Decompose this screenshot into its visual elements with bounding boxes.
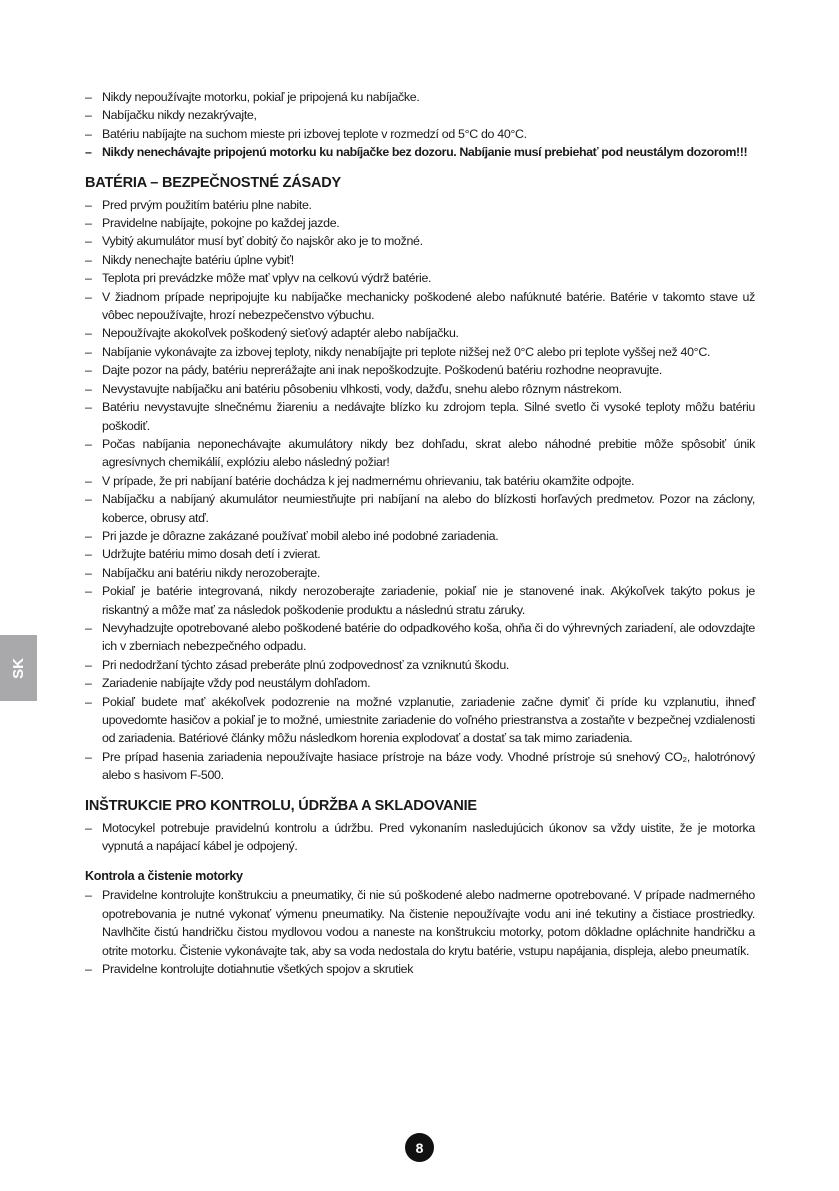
list-item — [85, 656, 755, 674]
dash-bullet: – — [85, 90, 92, 104]
list-item — [85, 380, 755, 398]
list-item-text: Pravidelne nabíjajte, pokojne po každej jazde. — [102, 216, 340, 231]
list-item — [85, 619, 755, 656]
dash-bullet: – — [85, 326, 92, 341]
list-item-text: Nabíjačku a nabíjaný akumulátor neumiestňujte pri nabíjaní na alebo do blízkosti horľavých predmetov. Pozor na záclony, koberce, obrusy atď. — [102, 492, 755, 525]
list-item-text: Pri nedodržaní týchto zásad preberáte plnú zodpovednosť za vzniknutú škodu. — [102, 657, 510, 672]
dash-bullet: – — [85, 620, 92, 635]
list-item-text: Dajte pozor na pády, batériu neprerážajte ani inak nepoškodzujte. Poškodenú batériu rozhodne neopravujte. — [102, 363, 662, 378]
list-item-text: Nepoužívajte akokoľvek poškodený sieťový adaptér alebo nabíjačku. — [102, 326, 459, 341]
cleaning-subheading: Kontrola a čistenie motorky — [85, 869, 243, 884]
list-item — [85, 361, 755, 379]
dash-bullet: – — [85, 400, 92, 415]
list-item — [85, 232, 755, 250]
dash-bullet: – — [85, 436, 92, 451]
list-item — [85, 472, 755, 490]
dash-bullet: – — [85, 234, 92, 249]
list-item-text: Pre prípad hasenia zariadenia nepoužívajte hasiace prístroje na báze vody. Vhodné prístroje sú snehový CO₂, halotrónový alebo s hasivom F-500. — [102, 749, 755, 783]
list-item-text: Nevyhadzujte opotrebované alebo poškodené batérie do odpadkového koša, ohňa či do výhrevných zariadení, ale odovzdajte ich v zberniach nebezpečného odpadu. — [102, 620, 755, 654]
list-item — [85, 269, 755, 287]
page-number: 8 — [405, 1133, 434, 1162]
dash-bullet: – — [85, 145, 92, 160]
dash-bullet: – — [85, 197, 92, 212]
list-item-text: Pri jazde je dôrazne zakázané používať mobil alebo iné podobné zariadenia. — [102, 528, 499, 543]
dash-bullet: – — [85, 381, 92, 396]
list-item-text: Nikdy nenechajte batériu úplne vybiť! — [102, 252, 294, 267]
list-item-text: Udržujte batériu mimo dosah detí i zvierat. — [102, 547, 321, 562]
list-item — [85, 324, 755, 342]
list-item-text: V prípade, že pri nabíjaní batérie dochádza k jej nadmernému ohrievaniu, tak batériu okamžite odpojte. — [102, 473, 635, 488]
dash-bullet: – — [85, 888, 92, 903]
list-item-text: Nevystavujte nabíjačku ani batériu pôsobeniu vlhkosti, vody, dažďu, snehu alebo rôznym nástrekom. — [102, 381, 622, 396]
dash-bullet: – — [85, 289, 92, 304]
dash-bullet: – — [85, 694, 92, 709]
list-item — [85, 214, 755, 232]
battery-heading: BATÉRIA – BEZPEČNOSTNÉ ZÁSADY — [85, 174, 342, 191]
dash-bullet: – — [85, 473, 92, 488]
list-item-text: Pravidelne kontrolujte konštrukciu a pneumatiky, či nie sú poškodené alebo nadmerne opotrebované. V prípade nadmerného opotrebovania je nutné vykonať výmenu pneumatiky. Na čistenie nepoužívajte vodu ani iné tekutiny a čistiace prostriedky. Navlhčite čistú handričku čistou mydlovou vodou a naneste na konštrukciu motorky, potom dôkladne opláchnite handričku a otrite motorku. Čistenie vykonávajte tak, aby sa voda nedostala do krytu batérie, vstupu napájania, displeja, alebo pneumatík. — [102, 888, 755, 958]
cleaning-list — [85, 886, 755, 978]
list-item — [85, 674, 755, 692]
dash-bullet: – — [85, 252, 92, 267]
list-item — [85, 251, 755, 269]
dash-bullet: – — [85, 962, 92, 977]
list-item — [85, 490, 755, 527]
list-item — [85, 106, 755, 124]
list-item-text: Nabíjačku ani batériu nikdy nerozoberajte. — [102, 565, 320, 580]
list-item — [85, 564, 755, 582]
list-item-text: Vybitý akumulátor musí byť dobitý čo najskôr ako je to možné. — [102, 234, 423, 249]
list-item — [85, 398, 755, 435]
list-item — [85, 582, 755, 619]
dash-bullet: – — [85, 363, 92, 378]
list-item-text: Batériu nabíjajte na suchom mieste pri izbovej teplote v rozmedzí od 5°C do 40°C. — [102, 126, 527, 141]
dash-bullet: – — [85, 584, 92, 599]
list-item-text: Pokiaľ je batérie integrovaná, nikdy nerozoberajte zariadenie, pokiaľ nie je stanovené inak. Akýkoľvek takýto pokus je riskantný a môže mať za následok poškodenie produktu a následnú stratu záruky. — [102, 584, 755, 617]
list-item — [85, 819, 755, 856]
list-item — [85, 545, 755, 563]
list-item — [85, 886, 755, 960]
list-item — [85, 88, 755, 106]
list-item-text: Pravidelne kontrolujte dotiahnutie všetkých spojov a skrutiek — [102, 962, 414, 977]
list-item-text: Pred prvým použitím batériu plne nabite. — [102, 197, 312, 212]
language-tab-label: SK — [10, 657, 27, 679]
list-item-text: Teplota pri prevádzke môže mať vplyv na celkovú výdrž batérie. — [102, 271, 432, 286]
dash-bullet: – — [85, 657, 92, 672]
list-item-text: Nikdy nenechávajte pripojenú motorku ku nabíjačke bez dozoru. Nabíjanie musí prebiehať pod neustálym dozorom!!! — [102, 145, 748, 160]
dash-bullet: – — [85, 126, 92, 141]
list-item — [85, 748, 755, 785]
list-item-text: Nikdy nepoužívajte motorku, pokiaľ je pripojená ku nabíjačke. — [102, 90, 420, 104]
dash-bullet: – — [85, 108, 92, 123]
list-item-text: Zariadenie nabíjajte vždy pod neustálym dohľadom. — [102, 676, 371, 691]
list-item — [85, 143, 755, 161]
list-item-text: V žiadnom prípade nepripojujte ku nabíjačke mechanicky poškodené alebo nafúknuté batérie. Batérie v takomto stave už vôbec nepoužívajte, hrozí nebezpečenstvo výbuchu. — [102, 289, 755, 323]
list-item — [85, 960, 755, 978]
list-item-text: Motocykel potrebuje pravidelnú kontrolu a údržbu. Pred vykonaním nasledujúcich úkonov sa vždy uistite, že je motorka vypnutá a napájací kábel je odpojený. — [102, 820, 755, 854]
list-item — [85, 693, 755, 748]
list-item — [85, 343, 755, 361]
list-item — [85, 196, 755, 214]
list-item-text: Nabíjanie vykonávajte za izbovej teploty, nikdy nenabíjajte pri teplote nižšej než 0°C alebo pri teplote vyššej než 40°C. — [102, 344, 711, 359]
dash-bullet: – — [85, 749, 92, 764]
dash-bullet: – — [85, 344, 92, 359]
list-item-text: Pokiaľ budete mať akékoľvek podozrenie na možné vzplanutie, zariadenie začne dymiť či príde ku vzplanutiu, ihneď upovedomte hasičov a pokiaľ je to možné, umiestnite zariadenie do voľného priestranstva a zostaňte v bezpečnej vzdialenosti od zariadenia. Batériové články môžu následkom horenia explodovať a dostať sa tak mimo zariadenia. — [102, 694, 755, 746]
battery-list — [85, 196, 755, 785]
dash-bullet: – — [85, 676, 92, 691]
list-item-text: Batériu nevystavujte slnečnému žiareniu a nedávajte blízko ku zdrojom tepla. Silné svetlo či vysoké teploty môžu batériu poškodiť. — [102, 400, 755, 433]
dash-bullet: – — [85, 565, 92, 580]
dash-bullet: – — [85, 492, 92, 507]
maintenance-list — [85, 819, 755, 856]
list-item — [85, 435, 755, 472]
dash-bullet: – — [85, 271, 92, 286]
list-item — [85, 527, 755, 545]
dash-bullet: – — [85, 528, 92, 543]
intro-list — [85, 88, 755, 162]
list-item-text: Počas nabíjania neponechávajte akumulátory nikdy bez dohľadu, skrat alebo náhodné prebitie môže spôsobiť únik agresívnych chemikálií, explóziu alebo následný požiar! — [102, 436, 755, 470]
list-item — [85, 288, 755, 325]
dash-bullet: – — [85, 547, 92, 562]
page-content — [85, 88, 755, 978]
dash-bullet: – — [85, 820, 92, 835]
language-tab — [0, 635, 37, 701]
list-item-text: Nabíjačku nikdy nezakrývajte, — [102, 108, 257, 123]
dash-bullet: – — [85, 216, 92, 231]
maintenance-heading: INŠTRUKCIE PRO KONTROLU, ÚDRŽBA A SKLADOVANIE — [85, 797, 477, 814]
list-item — [85, 125, 755, 143]
